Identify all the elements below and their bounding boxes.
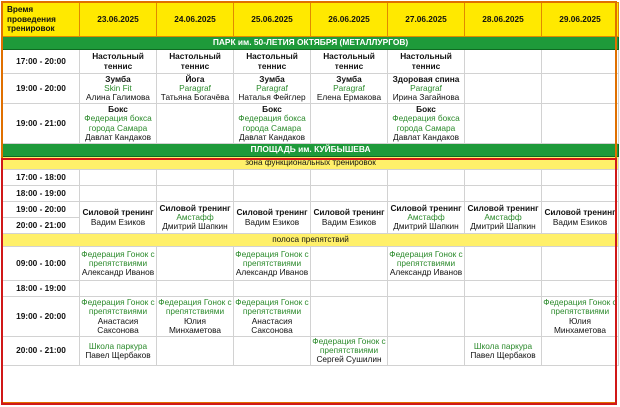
activity-name: Настольный теннис [400, 51, 452, 71]
trainer-name: Татьяна Богачёва [160, 92, 230, 103]
activity-name: Силовой тренинг [159, 202, 231, 213]
schedule-cell [234, 281, 311, 297]
activity-name: Силовой тренинг [467, 202, 539, 213]
activity-name: Здоровая спина [392, 73, 460, 84]
schedule-cell [542, 104, 619, 144]
schedule-cell [157, 186, 234, 202]
activity-name: Силовой тренинг [236, 207, 308, 218]
organization-name: Федерация бокса города Самара [392, 113, 460, 133]
trainer-name: Вадим Езиков [552, 216, 608, 227]
trainer-name: Давлат Кандаков [238, 131, 306, 142]
activity-name: Настольный теннис [92, 51, 144, 71]
schedule-cell [157, 297, 234, 337]
date-header: 27.06.2025 [388, 3, 465, 37]
time-slot: 19:00 - 20:00 [3, 74, 80, 104]
schedule-cell [80, 186, 157, 202]
schedule-cell [465, 281, 542, 297]
schedule-cell [80, 170, 157, 186]
schedule-cell [388, 74, 465, 104]
zone-row [3, 157, 619, 170]
activity-name: Силовой тренинг [544, 207, 616, 218]
schedule-cell [80, 297, 157, 337]
table-row [3, 170, 619, 186]
schedule-cell [542, 50, 619, 74]
schedule-cell [80, 74, 157, 104]
schedule-cell [465, 337, 542, 366]
organization-name: Федерация Гонок с препятствиями [235, 248, 309, 268]
organization-name: Федерация бокса города Самара [238, 113, 306, 133]
activity-name: Бокс [416, 104, 436, 115]
band-park [3, 37, 619, 50]
schedule-cell [542, 337, 619, 366]
schedule-cell [157, 247, 234, 281]
table-row [3, 202, 619, 218]
schedule-cell [542, 186, 619, 202]
schedule-cell [465, 104, 542, 144]
time-slot: 20:00 - 21:00 [3, 337, 80, 366]
date-header: 28.06.2025 [465, 3, 542, 37]
time-slot: 17:00 - 18:00 [3, 170, 80, 186]
activity-name: Зумба [336, 73, 362, 84]
trainer-name: Вадим Езиков [321, 216, 377, 227]
table-row [3, 50, 619, 74]
schedule-cell [311, 74, 388, 104]
schedule-cell [80, 337, 157, 366]
activity-name: Силовой тренинг [82, 207, 154, 218]
activity-name: Силовой тренинг [313, 207, 385, 218]
schedule-cell [311, 186, 388, 202]
trainer-name: Вадим Езиков [244, 216, 300, 227]
trainer-name: Ирина Загайнова [392, 92, 460, 103]
trainer-name: Наталья Фейглер [238, 92, 306, 103]
trainer-name: Александр Иванов [235, 267, 309, 278]
zone-title: зона функциональных тренировок [3, 157, 619, 170]
trainer-name: Дмитрий Шапкин [162, 221, 228, 232]
schedule-cell [234, 74, 311, 104]
organization-name: Федерация Гонок с препятствиями [81, 248, 155, 268]
schedule-cell [311, 50, 388, 74]
trainer-name: Алина Галимова [86, 92, 150, 103]
organization-name: Федерация Гонок с препятствиями [312, 336, 386, 356]
time-slot: 19:00 - 20:00 [3, 202, 80, 218]
date-header: 24.06.2025 [157, 3, 234, 37]
organization-name: Федерация Гонок с препятствиями [81, 297, 155, 317]
schedule-cell [311, 247, 388, 281]
time-header: Время проведения тренировок [3, 3, 80, 37]
table-row [3, 337, 619, 366]
schedule-cell [465, 170, 542, 186]
organization-name: Paragraf [179, 82, 211, 93]
date-header: 25.06.2025 [234, 3, 311, 37]
trainer-name: Анастасия Саксонова [251, 315, 293, 335]
table-row [3, 281, 619, 297]
activity-name: Зумба [259, 73, 285, 84]
activity-name: Бокс [108, 104, 128, 115]
schedule-cell [542, 170, 619, 186]
activity-name: Настольный теннис [246, 51, 298, 71]
section-title: ПАРК им. 50-ЛЕТИЯ ОКТЯБРЯ (МЕТАЛЛУРГОВ) [3, 37, 619, 50]
schedule-cell [157, 202, 234, 234]
activity-name: Силовой тренинг [390, 202, 462, 213]
time-slot: 09:00 - 10:00 [3, 247, 80, 281]
schedule-cell [542, 281, 619, 297]
activity-name: Йога [185, 73, 205, 84]
schedule-cell [157, 104, 234, 144]
date-header: 29.06.2025 [542, 3, 619, 37]
schedule-cell [388, 202, 465, 234]
trainer-name: Юлия Минхаметова [553, 315, 607, 335]
table-row [3, 297, 619, 337]
time-slot: 20:00 - 21:00 [3, 218, 80, 234]
schedule-cell [388, 50, 465, 74]
schedule-cell [465, 50, 542, 74]
schedule-cell [311, 281, 388, 297]
organization-name: Федерация Гонок с препятствиями [389, 248, 463, 268]
trainer-name: Александр Иванов [81, 267, 155, 278]
schedule-cell [157, 170, 234, 186]
organization-name: Амстафф [176, 211, 214, 222]
schedule-cell [80, 202, 157, 234]
table-row [3, 247, 619, 281]
schedule-cell [234, 104, 311, 144]
trainer-name: Дмитрий Шапкин [470, 221, 536, 232]
schedule-cell [388, 281, 465, 297]
trainer-name: Давлат Кандаков [392, 131, 460, 142]
time-slot: 19:00 - 21:00 [3, 104, 80, 144]
trainer-name: Сергей Сушилин [316, 354, 382, 365]
organization-name: Амстафф [407, 211, 445, 222]
schedule-cell [157, 50, 234, 74]
trainer-name: Анастасия Саксонова [97, 315, 139, 335]
schedule-cell [311, 104, 388, 144]
section-title: ПЛОЩАДЬ им. КУЙБЫШЕВА [3, 144, 619, 157]
trainer-name: Давлат Кандаков [84, 131, 152, 142]
activity-name: Настольный теннис [169, 51, 221, 71]
activity-name: Зумба [105, 73, 131, 84]
schedule-cell [388, 186, 465, 202]
schedule-cell [234, 50, 311, 74]
schedule-cell [157, 337, 234, 366]
schedule-cell [542, 297, 619, 337]
schedule-cell [388, 170, 465, 186]
schedule-cell [157, 281, 234, 297]
schedule-cell [465, 186, 542, 202]
schedule-cell [80, 247, 157, 281]
table-row [3, 186, 619, 202]
organization-name: Школа паркура [473, 340, 533, 351]
organization-name: Paragraf [333, 82, 365, 93]
time-slot: 17:00 - 20:00 [3, 50, 80, 74]
organization-name: Федерация бокса города Самара [84, 113, 152, 133]
activity-name: Бокс [262, 104, 282, 115]
time-slot: 18:00 - 19:00 [3, 281, 80, 297]
trainer-name: Юлия Минхаметова [168, 315, 222, 335]
trainer-name: Павел Щербаков [85, 349, 151, 360]
schedule-cell [542, 74, 619, 104]
schedule-cell [311, 202, 388, 234]
trainer-name: Павел Щербаков [470, 349, 536, 360]
trainer-name: Александр Иванов [389, 267, 463, 278]
organization-name: Амстафф [484, 211, 522, 222]
date-header: 26.06.2025 [311, 3, 388, 37]
schedule-cell [80, 50, 157, 74]
schedule-cell [80, 104, 157, 144]
zone-title: полоса препятствий [3, 234, 619, 247]
schedule-cell [542, 247, 619, 281]
table-row [3, 104, 619, 144]
header-row [3, 3, 619, 37]
table-row [3, 74, 619, 104]
schedule-cell [234, 170, 311, 186]
schedule-cell [234, 297, 311, 337]
organization-name: Paragraf [256, 82, 288, 93]
organization-name: Paragraf [410, 82, 442, 93]
schedule-cell [465, 297, 542, 337]
trainer-name: Вадим Езиков [90, 216, 146, 227]
organization-name: Skin Fit [104, 82, 132, 93]
schedule-cell [311, 337, 388, 366]
schedule-cell [234, 337, 311, 366]
trainer-name: Елена Ермакова [316, 92, 382, 103]
organization-name: Школа паркура [88, 340, 148, 351]
time-slot: 19:00 - 20:00 [3, 297, 80, 337]
organization-name: Федерация Гонок с препятствиями [235, 297, 309, 317]
zone-row [3, 234, 619, 247]
schedule-table [2, 2, 619, 366]
schedule-cell [465, 74, 542, 104]
schedule-cell [542, 202, 619, 234]
schedule-cell [234, 202, 311, 234]
schedule-cell [388, 337, 465, 366]
schedule-cell [388, 247, 465, 281]
schedule-cell [234, 247, 311, 281]
band-square [3, 144, 619, 157]
schedule-cell [465, 202, 542, 234]
schedule-cell [234, 186, 311, 202]
activity-name: Настольный теннис [323, 51, 375, 71]
time-slot: 18:00 - 19:00 [3, 186, 80, 202]
trainer-name: Дмитрий Шапкин [393, 221, 459, 232]
schedule-cell [388, 297, 465, 337]
schedule-cell [465, 247, 542, 281]
organization-name: Федерация Гонок с препятствиями [543, 297, 617, 317]
schedule-cell [80, 281, 157, 297]
schedule-cell [311, 297, 388, 337]
schedule-cell [157, 74, 234, 104]
organization-name: Федерация Гонок с препятствиями [158, 297, 232, 317]
schedule-cell [311, 170, 388, 186]
schedule-cell [388, 104, 465, 144]
date-header: 23.06.2025 [80, 3, 157, 37]
